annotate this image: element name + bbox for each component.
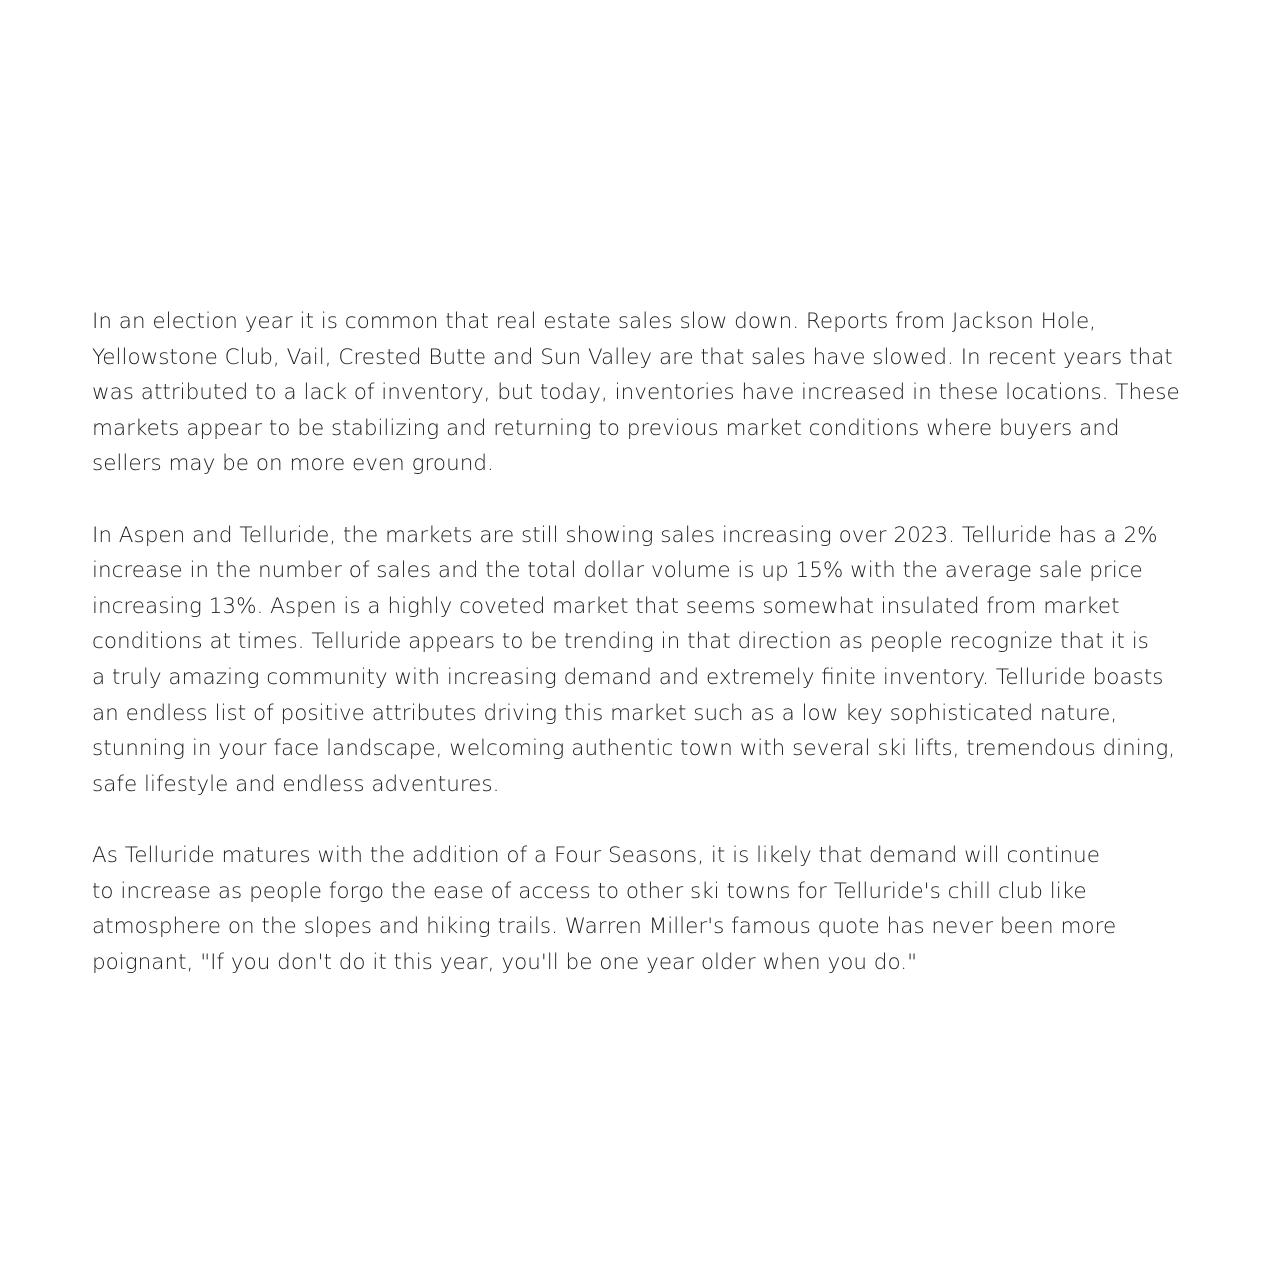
paragraph-four-seasons	[92, 838, 1202, 980]
text-line: markets appear to be stabilizing and returning to previous market conditions where buyers and	[92, 415, 1120, 441]
text-line: In Aspen and Telluride, the markets are still showing sales increasing over 2023. Telluride has a 2%	[92, 522, 1158, 548]
text-line: poignant, "If you don't do it this year, you'll be one year older when you do."	[92, 949, 917, 975]
text-line: was attributed to a lack of inventory, but today, inventories have increased in these locations. These	[92, 380, 1180, 406]
text-line: stunning in your face landscape, welcoming authentic town with several ski lifts, tremendous dining,	[92, 736, 1176, 762]
text-line: increasing 13%. Aspen is a highly coveted market that seems somewhat insulated from market	[92, 593, 1120, 619]
text-line: an endless list of positive attributes driving this market such as a low key sophisticated nature,	[92, 700, 1118, 726]
text-line: atmosphere on the slopes and hiking trails. Warren Miller's famous quote has never been more	[92, 914, 1117, 940]
text-line: In an election year it is common that real estate sales slow down. Reports from Jackson Hole,	[92, 309, 1097, 334]
text-line: increase in the number of sales and the total dollar volume is up 15% with the average sale price	[92, 558, 1143, 584]
paragraph-election-year	[92, 304, 1202, 482]
article-body	[92, 304, 1202, 1016]
text-line: conditions at times. Telluride appears to be trending in that direction as people recognize that it is	[92, 629, 1149, 655]
text-line: a truly amazing community with increasing demand and extremely finite inventory. Telluride boasts	[92, 664, 1164, 690]
text-line: Yellowstone Club, Vail, Crested Butte and Sun Valley are that sales have slowed. In recent years that	[92, 344, 1173, 370]
text-line: sellers may be on more even ground.	[92, 451, 494, 477]
text-line: As Telluride matures with the addition of a Four Seasons, it is likely that demand will continue	[92, 842, 1100, 868]
text-line: safe lifestyle and endless adventures.	[92, 771, 500, 797]
paragraph-aspen-telluride	[92, 518, 1202, 803]
text-line: to increase as people forgo the ease of access to other ski towns for Telluride's chill club like	[92, 878, 1087, 904]
